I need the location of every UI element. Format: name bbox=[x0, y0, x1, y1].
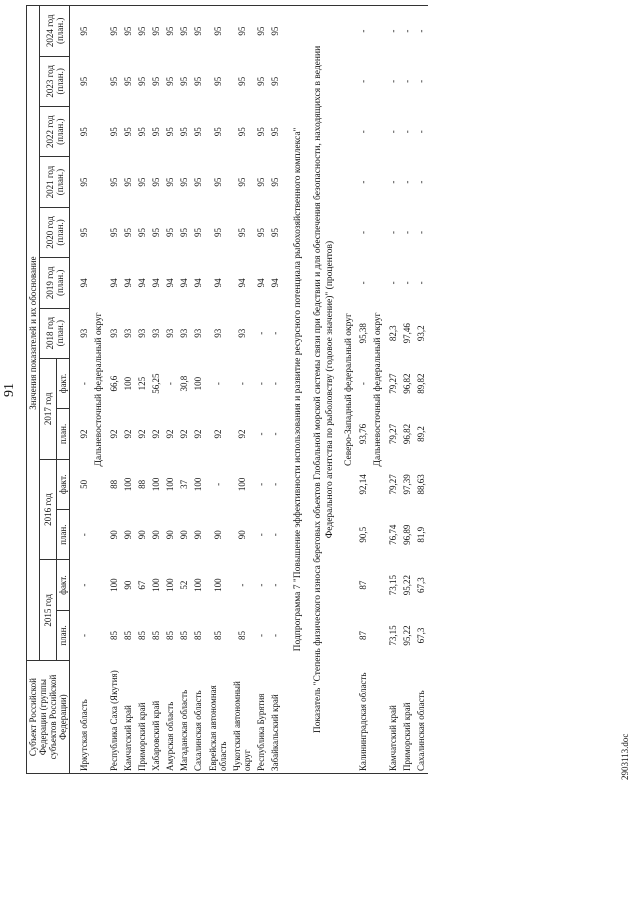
value-cell: 95 bbox=[151, 227, 162, 237]
value-cell: 95 bbox=[212, 76, 223, 86]
value-cell: 100 bbox=[193, 477, 204, 492]
header-2022: 2022 год (план.) bbox=[40, 107, 70, 157]
value-cell: 95 bbox=[179, 227, 190, 237]
value-cell: 95 bbox=[193, 227, 204, 237]
value-cell: 92 bbox=[123, 429, 134, 439]
header-2021: 2021 год (план.) bbox=[40, 157, 70, 207]
header-plan: план. bbox=[57, 610, 70, 660]
value-cell: 88 bbox=[109, 479, 120, 489]
indicator-title: Показатель "Степень физического износа береговых объектов Глобальной морской системы связи при бедствии и для обеспечения безопасности, находящихся в ведении Федерального агентства по рыболовству (годовое значение)" (процентов) bbox=[309, 6, 341, 774]
value-cell: 94 bbox=[109, 278, 120, 288]
value-cell: 93 bbox=[193, 328, 204, 338]
value-cell: 95 bbox=[193, 177, 204, 187]
value-cell: - bbox=[416, 230, 427, 234]
value-cell: 95 bbox=[269, 76, 280, 86]
value-cell: 93 bbox=[109, 328, 120, 338]
value-cell: - bbox=[255, 382, 266, 386]
value-cell: 92 bbox=[179, 429, 190, 439]
header-fact: факт. bbox=[57, 358, 70, 408]
value-cell: 87 bbox=[358, 580, 369, 590]
value-cell: 94 bbox=[151, 278, 162, 288]
value-cell: 95 bbox=[109, 127, 120, 137]
value-cell: 94 bbox=[79, 278, 90, 288]
value-cell: 88 bbox=[137, 479, 148, 489]
region-name: Республика Саха (Якутия) bbox=[107, 661, 121, 774]
value-cell: - bbox=[236, 382, 247, 386]
value-cell: 85 bbox=[165, 630, 176, 640]
value-cell: - bbox=[402, 230, 413, 234]
value-cell: 30,8 bbox=[179, 375, 190, 392]
value-cell: - bbox=[414, 6, 428, 57]
value-cell: 79,27 bbox=[387, 373, 398, 394]
value-cell: 100 bbox=[165, 477, 176, 492]
header-2024: 2024 год (план.) bbox=[40, 6, 70, 57]
value-cell: 95 bbox=[269, 177, 280, 187]
value-cell: - bbox=[79, 583, 90, 587]
value-cell: - bbox=[356, 6, 370, 57]
header-2020: 2020 год (план.) bbox=[40, 207, 70, 257]
table-row bbox=[121, 6, 135, 774]
value-cell: 90,5 bbox=[358, 526, 369, 543]
value-cell: - bbox=[387, 130, 398, 134]
value-cell: 73,15 bbox=[387, 574, 398, 596]
value-cell: - bbox=[358, 79, 369, 83]
value-cell: 96,89 bbox=[402, 524, 413, 545]
value-cell: - bbox=[269, 382, 280, 386]
table-row bbox=[400, 6, 414, 774]
value-cell: 97,39 bbox=[402, 474, 413, 495]
value-cell: 85 bbox=[137, 630, 148, 640]
value-cell: 95 bbox=[236, 177, 247, 187]
value-cell: 95 bbox=[255, 76, 266, 86]
value-cell: 95 bbox=[79, 76, 90, 86]
value-cell: 95 bbox=[193, 127, 204, 137]
value-cell: 95 bbox=[255, 177, 266, 187]
value-cell: 79,27 bbox=[387, 474, 398, 495]
value-cell: - bbox=[416, 79, 427, 83]
value-cell: 95 bbox=[77, 6, 91, 57]
value-cell: 100 bbox=[212, 578, 223, 592]
value-cell: 95 bbox=[165, 76, 176, 86]
subprogram-title: Подпрограмма 7 "Повышение эффективности использования и развитие ресурсного потенциала рыбохозяйственного комплекса" bbox=[289, 6, 309, 774]
value-cell: 95 bbox=[165, 177, 176, 187]
value-cell: - bbox=[236, 583, 247, 587]
region-name: Калининградская область bbox=[356, 661, 370, 774]
value-cell: 94 bbox=[269, 278, 280, 288]
value-cell: - bbox=[402, 79, 413, 83]
value-cell: 95 bbox=[255, 127, 266, 137]
value-cell: 95 bbox=[179, 127, 190, 137]
value-cell: 95,38 bbox=[358, 323, 369, 344]
indicator-table bbox=[26, 5, 428, 774]
value-cell: 95 bbox=[151, 177, 162, 187]
value-cell: - bbox=[402, 180, 413, 184]
region-name: Приморский край bbox=[135, 661, 149, 774]
value-cell: 95 bbox=[165, 227, 176, 237]
value-cell: 95 bbox=[109, 177, 120, 187]
value-cell: - bbox=[79, 533, 90, 537]
value-cell: 67 bbox=[137, 580, 148, 590]
value-cell: 92,14 bbox=[358, 474, 369, 495]
page-stage bbox=[0, 14, 640, 780]
value-cell: - bbox=[269, 533, 280, 537]
value-cell: 82,3 bbox=[387, 325, 398, 342]
value-cell: 93,76 bbox=[358, 423, 369, 445]
region-name: Хабаровский край bbox=[149, 661, 163, 774]
value-cell: 90 bbox=[179, 530, 190, 540]
region-name: Республика Бурятия bbox=[254, 661, 268, 774]
value-cell: - bbox=[79, 382, 90, 386]
value-cell: - bbox=[255, 482, 266, 486]
value-cell: 76,74 bbox=[387, 524, 398, 545]
region-name: Иркутская область bbox=[77, 661, 91, 774]
value-cell: 95 bbox=[191, 6, 205, 57]
value-cell: 100 bbox=[123, 376, 134, 391]
value-cell: 100 bbox=[123, 477, 134, 492]
value-cell: 66,6 bbox=[109, 375, 120, 392]
value-cell: 95 bbox=[79, 177, 90, 187]
region-name: Сахалинская область bbox=[191, 661, 205, 774]
value-cell: 95 bbox=[107, 6, 121, 57]
value-cell: 94 bbox=[123, 278, 134, 288]
value-cell: 95,22 bbox=[402, 574, 413, 596]
value-cell: 125 bbox=[137, 376, 148, 391]
value-cell: 95 bbox=[123, 227, 134, 237]
value-cell: - bbox=[358, 180, 369, 184]
value-cell: 94 bbox=[193, 278, 204, 288]
value-cell: 95 bbox=[137, 127, 148, 137]
value-cell: - bbox=[165, 382, 176, 386]
value-cell: 95 bbox=[212, 177, 223, 187]
value-cell: 90 bbox=[109, 530, 120, 540]
value-cell: 93 bbox=[137, 328, 148, 338]
value-cell: 95 bbox=[165, 127, 176, 137]
table-row bbox=[386, 6, 400, 774]
value-cell: 95 bbox=[193, 76, 204, 86]
value-cell: - bbox=[387, 281, 398, 285]
value-cell: 90 bbox=[137, 530, 148, 540]
value-cell: - bbox=[255, 432, 266, 436]
value-cell: 85 bbox=[179, 630, 190, 640]
header-fact: факт. bbox=[57, 459, 70, 509]
file-label: 2903113.doc bbox=[620, 733, 630, 780]
value-cell: 100 bbox=[109, 578, 120, 592]
value-cell: 93 bbox=[123, 328, 134, 338]
group-heading: Дальневосточный федеральный округ bbox=[91, 6, 107, 774]
value-cell: 95 bbox=[236, 76, 247, 86]
value-cell: - bbox=[358, 130, 369, 134]
value-cell: - bbox=[269, 432, 280, 436]
value-cell: 90 bbox=[123, 580, 134, 590]
value-cell: - bbox=[416, 130, 427, 134]
value-cell: 95 bbox=[236, 127, 247, 137]
header-fact: факт. bbox=[57, 560, 70, 610]
value-cell: - bbox=[358, 281, 369, 285]
value-cell: 94 bbox=[236, 278, 247, 288]
group-heading: Северо-Западный федеральный округ bbox=[341, 6, 357, 774]
value-cell: - bbox=[416, 281, 427, 285]
value-cell: 90 bbox=[123, 530, 134, 540]
region-name: Камчатский край bbox=[386, 661, 400, 774]
value-cell: 95 bbox=[137, 227, 148, 237]
table-row bbox=[254, 6, 268, 774]
value-cell: 95 bbox=[109, 227, 120, 237]
value-cell: - bbox=[358, 230, 369, 234]
value-cell: - bbox=[255, 633, 266, 637]
value-cell: - bbox=[269, 482, 280, 486]
value-cell: 93,2 bbox=[416, 325, 427, 342]
value-cell: 87 bbox=[358, 630, 369, 640]
value-cell: 95 bbox=[79, 227, 90, 237]
value-cell: 88,63 bbox=[416, 474, 427, 495]
value-cell: 97,46 bbox=[402, 323, 413, 344]
table-row bbox=[206, 6, 230, 774]
value-cell: 92 bbox=[165, 429, 176, 439]
region-name: Камчатский край bbox=[121, 661, 135, 774]
header-2015: 2015 год bbox=[40, 560, 57, 661]
value-cell: 95 bbox=[121, 6, 135, 57]
header-2017: 2017 год bbox=[40, 358, 57, 459]
region-name: Приморский край bbox=[400, 661, 414, 774]
region-name: Чукотский автономный округ bbox=[230, 661, 254, 774]
spacer bbox=[282, 6, 289, 774]
value-cell: 92 bbox=[79, 429, 90, 439]
value-cell: 95 bbox=[123, 76, 134, 86]
value-cell: - bbox=[212, 482, 223, 486]
value-cell: 95 bbox=[236, 227, 247, 237]
value-cell: - bbox=[269, 583, 280, 587]
value-cell: 90 bbox=[193, 530, 204, 540]
value-cell: - bbox=[402, 281, 413, 285]
value-cell: 94 bbox=[137, 278, 148, 288]
header-plan: план. bbox=[57, 510, 70, 560]
value-cell: 85 bbox=[123, 630, 134, 640]
value-cell: 95 bbox=[212, 127, 223, 137]
table-row bbox=[107, 6, 121, 774]
value-cell: - bbox=[255, 331, 266, 335]
value-cell: 90 bbox=[212, 530, 223, 540]
header-2023: 2023 год (план.) bbox=[40, 56, 70, 106]
value-cell: 95 bbox=[230, 6, 254, 57]
value-cell: 95 bbox=[79, 127, 90, 137]
table-row bbox=[268, 6, 282, 774]
value-cell: 95 bbox=[109, 76, 120, 86]
value-cell: 95 bbox=[268, 6, 282, 57]
value-cell: 37 bbox=[179, 479, 190, 489]
value-cell: 100 bbox=[193, 376, 204, 391]
value-cell: 50 bbox=[79, 479, 90, 489]
value-cell: 95 bbox=[269, 127, 280, 137]
value-cell: 73,15 bbox=[387, 625, 398, 646]
value-cell: 92 bbox=[193, 429, 204, 439]
value-cell: 95 bbox=[179, 177, 190, 187]
region-name: Магаданская область bbox=[177, 661, 191, 774]
value-cell: 79,27 bbox=[387, 423, 398, 445]
value-cell: 90 bbox=[151, 530, 162, 540]
value-cell: 100 bbox=[165, 578, 176, 592]
value-cell: 94 bbox=[212, 278, 223, 288]
value-cell: - bbox=[416, 180, 427, 184]
value-cell: 92 bbox=[236, 429, 247, 439]
table-row bbox=[77, 6, 91, 774]
value-cell: 95 bbox=[123, 177, 134, 187]
value-cell: 95 bbox=[255, 227, 266, 237]
value-cell: 94 bbox=[165, 278, 176, 288]
header-2019: 2019 год (план.) bbox=[40, 258, 70, 308]
value-cell: 85 bbox=[193, 630, 204, 640]
value-cell: 96,82 bbox=[402, 423, 413, 445]
value-cell: 95 bbox=[163, 6, 177, 57]
table-row bbox=[135, 6, 149, 774]
value-cell: - bbox=[212, 382, 223, 386]
region-name: Амурская область bbox=[163, 661, 177, 774]
value-cell: - bbox=[79, 633, 90, 637]
value-cell: 93 bbox=[212, 328, 223, 338]
value-cell: 89,2 bbox=[416, 426, 427, 442]
value-cell: 96,82 bbox=[402, 373, 413, 394]
value-cell: 85 bbox=[151, 630, 162, 640]
value-cell: - bbox=[269, 633, 280, 637]
value-cell: 100 bbox=[236, 477, 247, 492]
value-cell: 93 bbox=[236, 328, 247, 338]
value-cell: 56,25 bbox=[151, 373, 162, 394]
table-row bbox=[356, 6, 370, 774]
value-cell: 95 bbox=[177, 6, 191, 57]
value-cell: 52 bbox=[179, 580, 190, 590]
value-cell: 92 bbox=[109, 429, 120, 439]
value-cell: - bbox=[358, 382, 369, 386]
table-header bbox=[27, 6, 70, 774]
value-cell: 85 bbox=[212, 630, 223, 640]
value-cell: 81,9 bbox=[416, 526, 427, 543]
value-cell: 94 bbox=[255, 278, 266, 288]
value-cell: 95 bbox=[137, 76, 148, 86]
value-cell: 90 bbox=[165, 530, 176, 540]
value-cell: - bbox=[387, 79, 398, 83]
value-cell: 93 bbox=[179, 328, 190, 338]
group-heading: Дальневосточный федеральный округ bbox=[370, 6, 386, 774]
value-cell: 95 bbox=[206, 6, 230, 57]
value-cell: - bbox=[386, 6, 400, 57]
value-cell: 94 bbox=[179, 278, 190, 288]
value-cell: - bbox=[387, 230, 398, 234]
region-name: Сахалинская область bbox=[414, 661, 428, 774]
value-cell: 100 bbox=[151, 477, 162, 492]
value-cell: 92 bbox=[212, 429, 223, 439]
header-subject: Субъект Российской Федерации (группы субъектов Российской Федерации) bbox=[27, 661, 70, 774]
header-2016: 2016 год bbox=[40, 459, 57, 560]
region-name: Еврейская автономная область bbox=[206, 661, 230, 774]
value-cell: 95 bbox=[151, 76, 162, 86]
table-row bbox=[230, 6, 254, 774]
value-cell: - bbox=[402, 130, 413, 134]
spacer bbox=[70, 6, 78, 774]
value-cell: 92 bbox=[137, 429, 148, 439]
value-cell: 93 bbox=[165, 328, 176, 338]
table-row bbox=[191, 6, 205, 774]
table-row bbox=[177, 6, 191, 774]
table-body bbox=[70, 6, 428, 774]
region-name: Забайкальский край bbox=[268, 661, 282, 774]
value-cell: 93 bbox=[79, 328, 90, 338]
value-cell: 67,3 bbox=[416, 577, 427, 593]
value-cell: - bbox=[255, 533, 266, 537]
value-cell: 95 bbox=[135, 6, 149, 57]
table-row bbox=[163, 6, 177, 774]
value-cell: 85 bbox=[109, 630, 120, 640]
value-cell: 90 bbox=[236, 530, 247, 540]
value-cell: 95 bbox=[151, 127, 162, 137]
header-values-title: Значения показателей и их обоснование bbox=[27, 6, 40, 661]
table-row bbox=[149, 6, 163, 774]
value-cell: 95 bbox=[269, 227, 280, 237]
value-cell: 95 bbox=[123, 127, 134, 137]
value-cell: - bbox=[400, 6, 414, 57]
table-row bbox=[414, 6, 428, 774]
value-cell: 95 bbox=[212, 227, 223, 237]
value-cell: 67,3 bbox=[416, 627, 427, 644]
value-cell: 95 bbox=[179, 76, 190, 86]
value-cell: 95 bbox=[137, 177, 148, 187]
value-cell: 100 bbox=[193, 578, 204, 592]
value-cell: 92 bbox=[151, 429, 162, 439]
value-cell: - bbox=[255, 583, 266, 587]
page-number: 91 bbox=[2, 383, 17, 397]
value-cell: 93 bbox=[151, 328, 162, 338]
value-cell: 85 bbox=[236, 630, 247, 640]
value-cell: 95,22 bbox=[402, 625, 413, 646]
header-plan: план. bbox=[57, 409, 70, 459]
value-cell: 95 bbox=[149, 6, 163, 57]
header-2018: 2018 год (план.) bbox=[40, 308, 70, 358]
value-cell: 95 bbox=[254, 6, 268, 57]
value-cell: - bbox=[269, 331, 280, 335]
value-cell: 100 bbox=[151, 578, 162, 592]
value-cell: - bbox=[387, 180, 398, 184]
value-cell: 89,82 bbox=[416, 373, 427, 394]
